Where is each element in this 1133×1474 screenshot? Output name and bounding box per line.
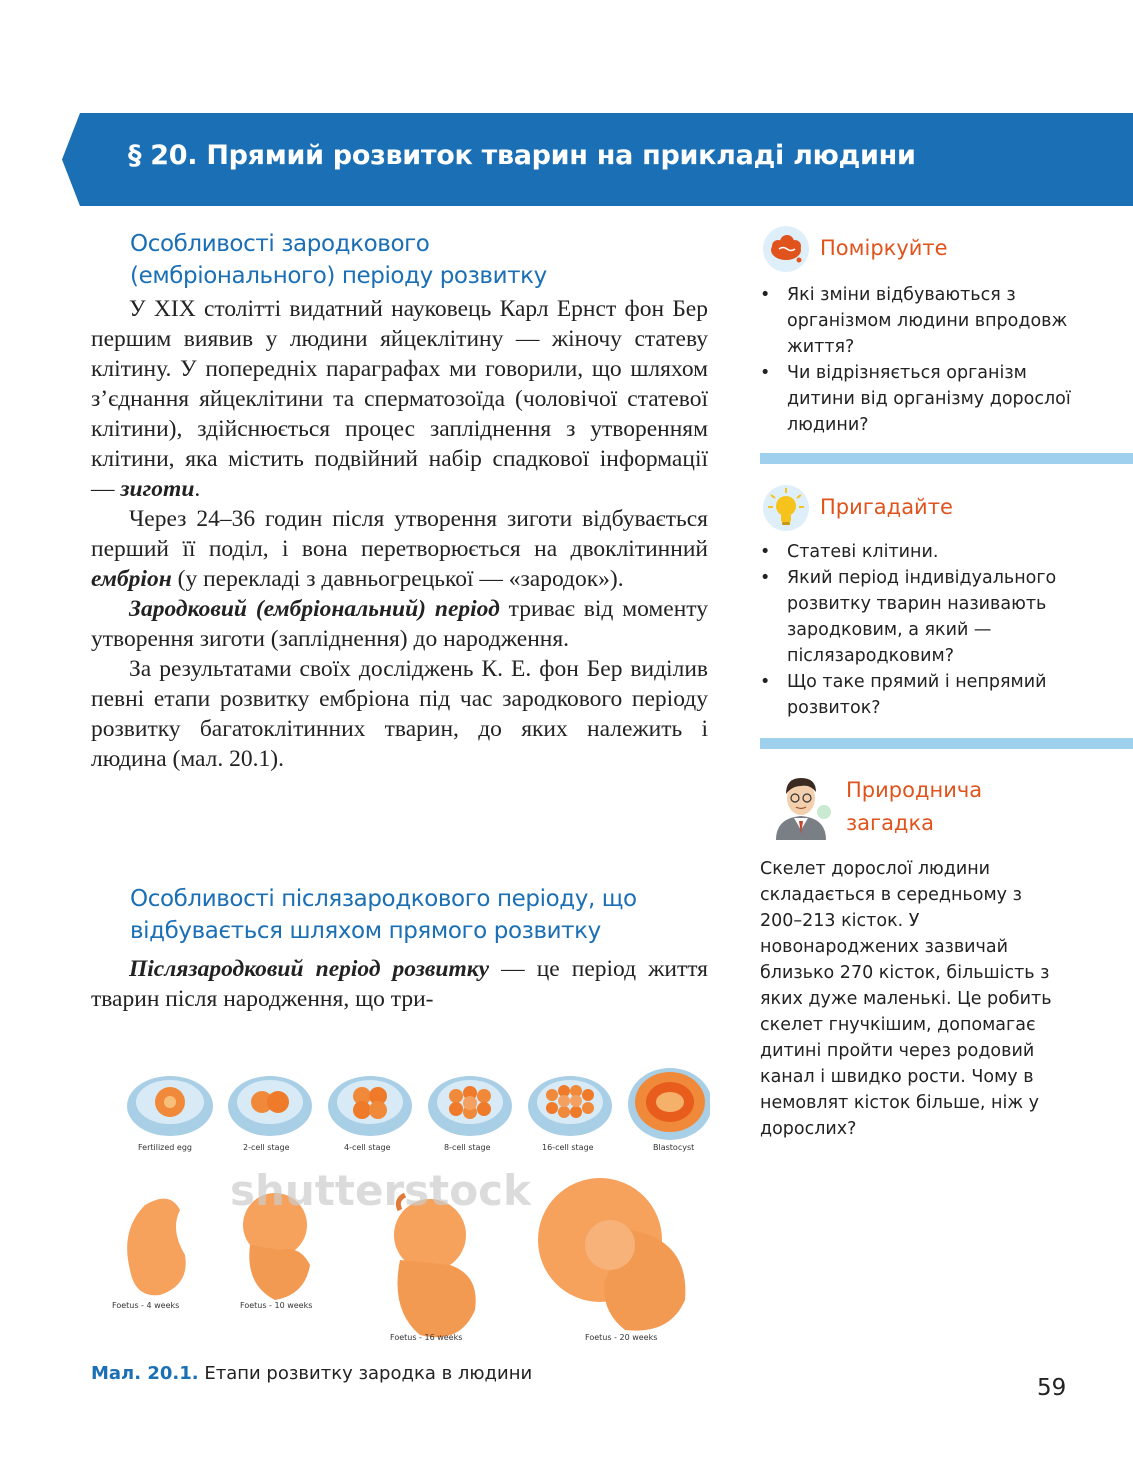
chapter-title: § 20. Прямий розвиток тварин на прикладі людини (128, 140, 916, 171)
section1-heading-line2: (ембріонального) періоду розвитку (130, 263, 547, 289)
list-item: • Що таке прямий і непрямий розвиток? (760, 669, 1080, 721)
paragraph: У XIX столітті видатний науковець Карл Ернст фон Бер першим виявив у людини яйцеклітину — жіночу статеву клітину. У попередніх параграфах ми говорили, що шляхом з’єднання яйцеклітини та сперматозоїда (чоловічої статевої клітини), здійснюється процес запліднення з утворенням клітини, яка містить подвійний набір спадкової інформації — зиготи. (91, 296, 708, 502)
eight-cell-image (428, 1076, 512, 1136)
caption-label: Мал. 20.1. (91, 1363, 199, 1384)
section1-heading-line1: Особливості зародкового (130, 231, 430, 257)
recall-title: Пригадайте (820, 495, 953, 519)
section2-body (91, 954, 708, 1014)
think-list (760, 282, 1080, 438)
fertilized-egg-image (127, 1076, 213, 1136)
recall-list (760, 539, 1080, 721)
figure-label: 4-cell stage (344, 1143, 391, 1152)
thought-cloud-icon (763, 226, 809, 272)
figure-label: Foetus - 10 weeks (240, 1301, 313, 1310)
term-zygote: зиготи (120, 476, 195, 502)
foetus-4-weeks-image (127, 1199, 186, 1296)
lightbulb-icon (763, 485, 809, 531)
term-embryonic-period: Зародковий (ембріональний) період (129, 596, 500, 622)
page-number: 59 (1037, 1375, 1067, 1401)
scientist-avatar-icon (768, 768, 834, 840)
riddle-title-line1: Природнича (846, 778, 983, 802)
figure-caption (91, 1363, 532, 1384)
figure-label: 2-cell stage (243, 1143, 290, 1152)
list-item: • Який період індивідуального розвитку тварин називають зародковим, а який — післязародковим? (760, 565, 1080, 669)
figure-label: Fertilized egg (138, 1143, 192, 1152)
figure-label: Foetus - 20 weeks (585, 1333, 658, 1342)
embryo-development-figure (100, 1060, 710, 1360)
paragraph: За результатами своїх досліджень К. Е. фон Бер виділив певні етапи розвитку ембріона під час зародкового періоду розвитку багатоклітинних тварин, до яких належить і людина (мал. 20.1). (91, 656, 708, 772)
riddle-text: Скелет дорослої людини складається в середньому з 200–213 кісток. У новонароджених зазвичай близько 270 кісток, більшість з яких дуже маленькі. Це робить скелет гнучкішим, допомагає дитині пройти через родовий канал і швидко рости. Чому в немовлят кісток більше, ніж у дорослих? (760, 859, 1052, 1139)
blastocyst-image (628, 1068, 710, 1140)
term-postembryonic-period: Післязародковий період розвитку (129, 956, 490, 982)
four-cell-image (328, 1076, 412, 1136)
paragraph: Через 24–36 годин після утворення зиготи відбувається перший її поділ, і вона перетворюється на двоклітинний ембріон (у перекладі з давньогрецької — «зародок»). (91, 506, 708, 592)
sixteen-cell-image (528, 1076, 612, 1136)
term-embryo: ембріон (91, 566, 172, 592)
figure-label: 16-cell stage (542, 1143, 594, 1152)
divider (760, 453, 1133, 464)
think-title: Поміркуйте (820, 236, 948, 260)
shutterstock-watermark: shutterstock (230, 1166, 531, 1215)
figure-label: Foetus - 4 weeks (112, 1301, 180, 1310)
caption-text: Етапи розвитку зародка в людини (198, 1363, 533, 1384)
list-item: • Які зміни відбуваються з організмом людини впродовж життя? (760, 282, 1080, 360)
two-cell-image (228, 1076, 312, 1136)
section2-heading-line1: Особливості післязародкового періоду, що (130, 886, 637, 912)
list-item: • Чи відрізняється організм дитини від організму дорослої людини? (760, 360, 1080, 438)
divider (760, 738, 1133, 749)
section2-heading-line2: відбувається шляхом прямого розвитку (130, 918, 601, 944)
paragraph: Післязародковий період розвитку — це період життя тварин після народження, що три- (91, 956, 708, 1012)
figure-label: 8-cell stage (444, 1143, 491, 1152)
riddle-title-line2: загадка (846, 811, 935, 835)
foetus-16-weeks-image (394, 1195, 476, 1337)
section1-body (91, 294, 708, 774)
foetus-20-weeks-image (538, 1178, 685, 1331)
list-item: • Статеві клітини. (760, 539, 1080, 565)
figure-label: Blastocyst (653, 1143, 695, 1152)
paragraph: Зародковий (ембріональний) період триває від моменту утворення зиготи (запліднення) до народження. (91, 596, 708, 652)
figure-label: Foetus - 16 weeks (390, 1333, 463, 1342)
